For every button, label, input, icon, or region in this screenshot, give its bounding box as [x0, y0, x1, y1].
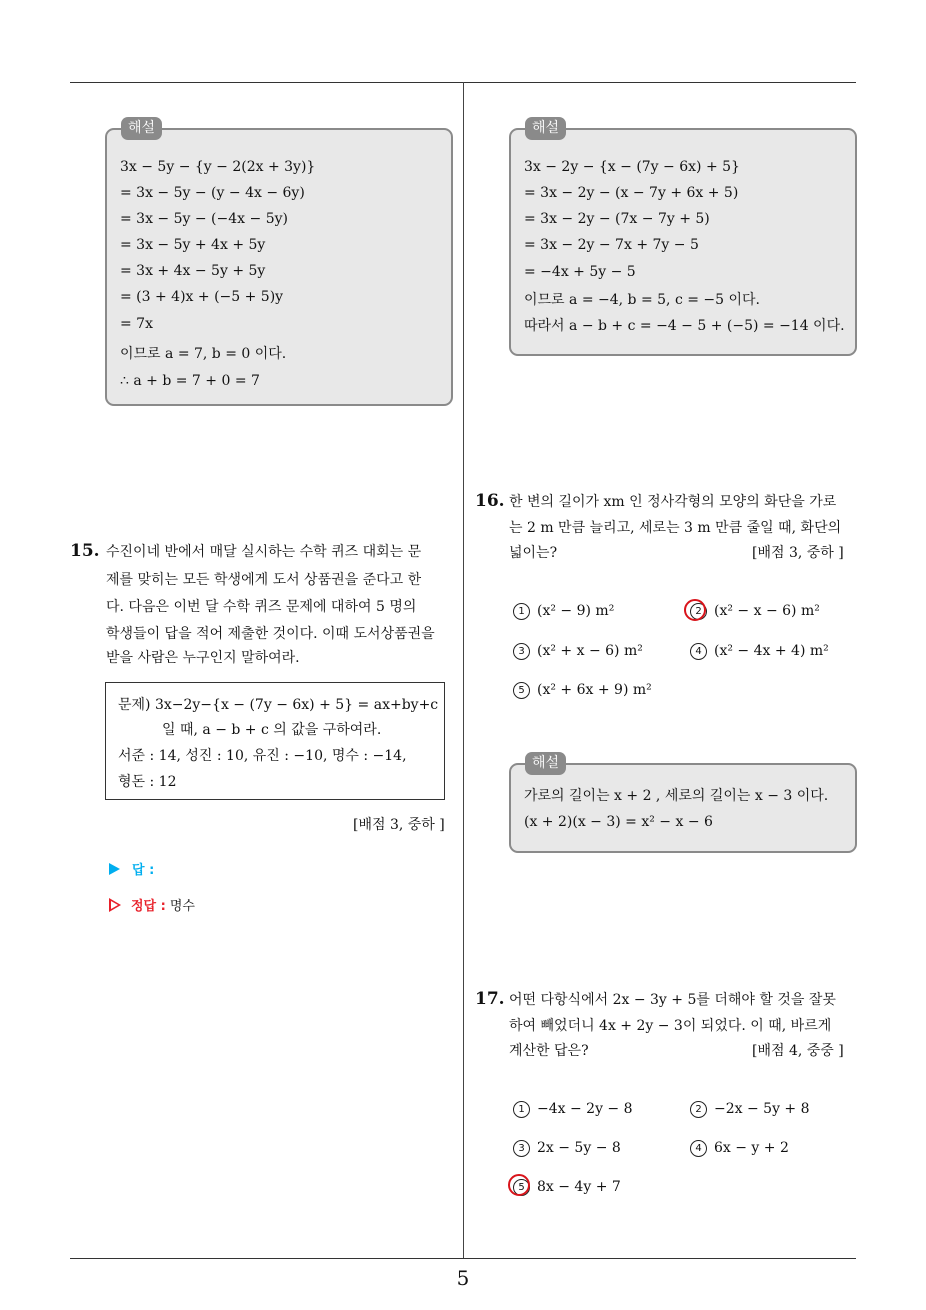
choice-number: 5: [513, 682, 530, 699]
choice-number: 2: [690, 603, 707, 620]
question-15-line: 다. 다음은 이번 달 수학 퀴즈 문제에 대하여 5 명의: [106, 599, 417, 615]
solution-line: = 3x − 5y − (−4x − 5y): [120, 211, 288, 227]
solution-box-14: [105, 120, 453, 406]
solution-line: 가로의 길이는 x + 2 , 세로의 길이는 x − 3 이다.: [524, 788, 829, 804]
question-number-15: 15.: [70, 541, 100, 561]
choice-text: (x² + x − 6) m²: [537, 643, 643, 659]
choice-16-2[interactable]: [690, 603, 820, 620]
question-15-line: 제를 맞히는 모든 학생에게 도서 상품권을 준다고 한: [106, 572, 422, 588]
question-17-line: 하여 빼었더니 4x + 2y − 3이 되었다. 이 때, 바르게: [509, 1018, 832, 1034]
selected-mark-icon: [684, 599, 706, 621]
correct-label: 정답 :: [131, 899, 166, 914]
choice-number: 3: [513, 643, 530, 660]
question-number-17: 17.: [475, 989, 505, 1009]
solution-lines: [120, 154, 315, 394]
question-16-line: 는 2 m 만큼 늘리고, 세로는 3 m 만큼 줄일 때, 화단의: [509, 520, 842, 536]
choice-text: 6x − y + 2: [714, 1140, 789, 1156]
question-17-line: 어떤 다항식에서 2x − 3y + 5를 더해야 할 것을 잘못: [509, 992, 836, 1008]
solution-line: = 3x − 5y − (y − 4x − 6y): [120, 185, 305, 201]
choice-number: 4: [690, 643, 707, 660]
choice-number: 1: [513, 1101, 530, 1118]
choice-text: −2x − 5y + 8: [714, 1101, 810, 1117]
answer-arrow-icon: [109, 863, 120, 875]
choice-number: 3: [513, 1140, 530, 1157]
score-16: [배점 3, 중하 ]: [752, 545, 844, 561]
solution-line: = 3x + 4x − 5y + 5y: [120, 263, 266, 279]
choice-17-1[interactable]: [513, 1101, 633, 1118]
problem-box: [105, 682, 445, 800]
solution-line: 따라서 a − b + c = −4 − 5 + (−5) = −14 이다.: [524, 318, 845, 334]
solution-line: = 3x − 2y − (x − 7y + 6x + 5): [524, 185, 739, 201]
choice-17-2[interactable]: [690, 1101, 810, 1118]
solution-tag: 해설: [121, 117, 162, 140]
solution-line: 이므로 a = −4, b = 5, c = −5 이다.: [524, 292, 760, 308]
answer-input-15[interactable]: [109, 859, 154, 878]
selected-mark-icon: [508, 1174, 530, 1196]
choice-16-1[interactable]: [513, 603, 614, 620]
choice-text: −4x − 2y − 8: [537, 1101, 633, 1117]
correct-answer-15: [109, 895, 195, 914]
choice-number: 5: [513, 1179, 530, 1196]
solution-tag: 해설: [525, 752, 566, 775]
page-number: 5: [456, 1266, 470, 1290]
solution-line: = 3x − 2y − (7x − 7y + 5): [524, 211, 710, 227]
correct-answer-arrow-icon: [109, 898, 121, 912]
solution-line: = 3x − 5y + 4x + 5y: [120, 237, 266, 253]
score-15: [배점 3, 중하 ]: [353, 817, 445, 833]
choice-text: (x² + 6x + 9) m²: [537, 682, 652, 698]
choice-number: 4: [690, 1140, 707, 1157]
problem-box-line: 일 때, a − b + c 의 값을 구하여라.: [162, 722, 382, 738]
column-divider: [463, 82, 464, 1259]
question-17-line: 계산한 답은?: [509, 1043, 589, 1059]
correct-value: 명수: [169, 899, 195, 914]
choice-text: (x² − 9) m²: [537, 603, 615, 619]
bottom-rule: [70, 1258, 856, 1259]
solution-line: = 3x − 2y − 7x + 7y − 5: [524, 237, 699, 253]
choice-text: 8x − 4y + 7: [537, 1179, 621, 1195]
question-15-line: 받을 사람은 누구인지 말하여라.: [106, 650, 300, 666]
answer-label: 답 :: [132, 863, 155, 878]
solution-line: 3x − 5y − {y − 2(2x + 3y)}: [120, 159, 316, 175]
question-15-line: 학생들이 답을 적어 제출한 것이다. 이때 도서상품권을: [106, 626, 435, 642]
solution-line: 3x − 2y − {x − (7y − 6x) + 5}: [524, 159, 740, 175]
solution-line: 이므로 a = 7, b = 0 이다.: [120, 346, 287, 362]
solution-box-15: [509, 120, 857, 356]
choice-text: 2x − 5y − 8: [537, 1140, 621, 1156]
choice-17-3[interactable]: [513, 1140, 621, 1157]
solution-line: ∴ a + b = 7 + 0 = 7: [120, 373, 260, 389]
problem-box-line: 문제) 3x−2y−{x − (7y − 6x) + 5} = ax+by+c: [118, 697, 439, 713]
choice-number: 1: [513, 603, 530, 620]
question-16-line: 한 변의 길이가 xm 인 정사각형의 모양의 화단을 가로: [509, 494, 837, 510]
problem-box-line: 서준 : 14, 성진 : 10, 유진 : −10, 명수 : −14,: [118, 748, 407, 764]
question-15-line: 수진이네 반에서 매달 실시하는 수학 퀴즈 대회는 문: [106, 544, 422, 560]
question-number-16: 16.: [475, 491, 505, 511]
choice-text: (x² − x − 6) m²: [714, 603, 820, 619]
solution-line: (x + 2)(x − 3) = x² − x − 6: [524, 814, 713, 830]
solution-line: = 7x: [120, 316, 153, 332]
solution-tag: 해설: [525, 117, 566, 140]
solution-lines: [524, 783, 828, 835]
choice-number: 2: [690, 1101, 707, 1118]
problem-box-line: 형돈 : 12: [118, 774, 177, 790]
solution-line: = (3 + 4)x + (−5 + 5)y: [120, 289, 284, 305]
choice-16-4[interactable]: [690, 643, 829, 660]
solution-box-16: [509, 755, 857, 853]
choice-text: (x² − 4x + 4) m²: [714, 643, 829, 659]
question-16-line: 넓이는?: [509, 545, 558, 561]
choice-16-3[interactable]: [513, 643, 643, 660]
solution-lines: [524, 154, 845, 339]
choice-17-4[interactable]: [690, 1140, 789, 1157]
choice-16-5[interactable]: [513, 682, 652, 699]
score-17: [배점 4, 중중 ]: [752, 1043, 844, 1059]
solution-line: = −4x + 5y − 5: [524, 264, 636, 280]
